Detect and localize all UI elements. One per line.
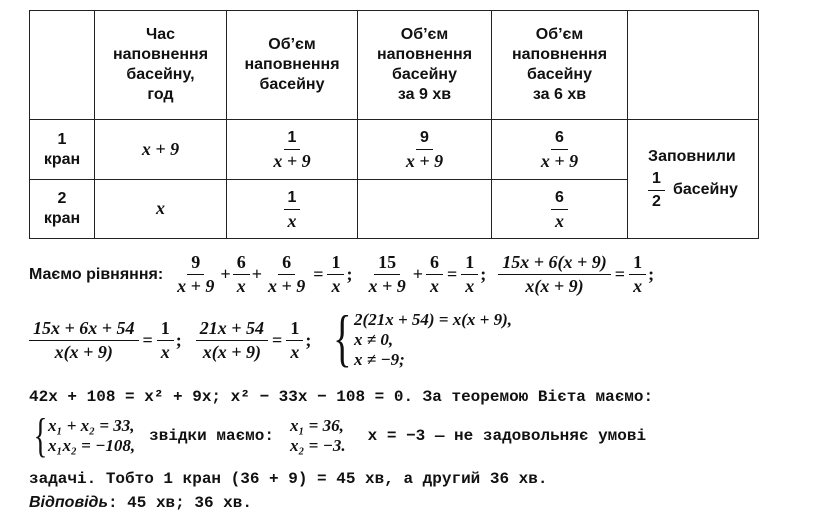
- fraction-numerator: 1: [327, 252, 344, 275]
- equation-system: [327, 302, 512, 373]
- fraction-numerator: 6: [278, 252, 295, 275]
- fraction-denominator: x: [290, 341, 300, 362]
- fraction-numerator: 6: [426, 252, 443, 275]
- roots: [290, 416, 346, 456]
- eq3-term-a: [498, 252, 611, 297]
- volume-6min-fraction: [537, 128, 582, 171]
- volume-9min-cell-empty: [358, 180, 492, 239]
- equation-line-1: [29, 252, 654, 297]
- volume-9min-fraction: [402, 128, 447, 171]
- system-row: x₁ + x₂ = 33,: [48, 416, 135, 435]
- note-line1: Заповнили: [648, 147, 736, 165]
- eq1-term-c: [264, 252, 309, 297]
- fraction-denominator: x + 9: [273, 151, 311, 171]
- plus-sign: +: [412, 264, 424, 284]
- header-text: басейну: [392, 66, 457, 83]
- eq2-term-b: [426, 252, 443, 297]
- equation-3: [498, 252, 654, 297]
- eq1-result: [327, 252, 344, 297]
- vieta-line: [29, 409, 647, 462]
- system-row: x ≠ −9;: [354, 350, 405, 369]
- system-rows: [354, 310, 512, 370]
- eq1-term-a: [173, 252, 218, 297]
- answer-value: : 45 хв; 36 хв.: [107, 494, 252, 512]
- data-table: [29, 10, 759, 239]
- time-cell: [95, 180, 227, 239]
- note: [628, 147, 758, 212]
- fraction-numerator: 15x + 6x + 54: [29, 318, 139, 341]
- time-value: x + 9: [141, 138, 180, 159]
- plus-sign: +: [251, 264, 262, 284]
- fraction-numerator: 1: [629, 252, 646, 275]
- answer-line: [29, 494, 252, 512]
- fraction-denominator: x: [287, 210, 297, 231]
- fraction-numerator: 21x + 54: [196, 318, 268, 341]
- eq5-term-a: [196, 318, 268, 363]
- table-row: [30, 120, 759, 180]
- eq1-term-b: [233, 252, 250, 297]
- row-label-cell: [30, 180, 95, 239]
- fraction-denominator: x: [430, 276, 440, 296]
- header-text: наповнення: [112, 46, 209, 63]
- header-cell-time: [95, 11, 227, 120]
- header-text: наповнення: [511, 46, 608, 63]
- time-value: x: [156, 198, 165, 218]
- eq4-result: [157, 318, 174, 363]
- header-cell-note: [628, 11, 759, 120]
- fraction-numerator: 15x + 6(x + 9): [498, 252, 611, 275]
- volume-fraction: [284, 188, 301, 231]
- volume-6min-cell: [492, 120, 628, 180]
- eq3-result: [629, 252, 646, 297]
- equation-4: [29, 318, 196, 363]
- fraction-denominator: x(x + 9): [54, 341, 113, 362]
- fraction-numerator: 15: [374, 252, 400, 275]
- fraction-denominator: x + 9: [267, 276, 306, 296]
- left-brace: {: [33, 409, 48, 462]
- volume-cell: [227, 180, 358, 239]
- system-row: 2(21x + 54) = x(x + 9),: [354, 310, 512, 329]
- header-cell-volume: [227, 11, 358, 120]
- header-text: Час: [145, 26, 176, 43]
- semicolon: ;: [346, 264, 353, 284]
- semicolon: ;: [480, 264, 487, 284]
- fraction-numerator: 1: [284, 128, 301, 150]
- volume-9min-cell: [358, 120, 492, 180]
- row-label-text: кран: [43, 210, 81, 227]
- header-text: басейну,: [126, 66, 195, 83]
- row-label-number: 2: [57, 190, 67, 207]
- fraction-numerator: 1: [157, 318, 174, 341]
- equation-line-2: [29, 302, 512, 373]
- fraction-denominator: x: [331, 276, 341, 296]
- system-rows: [48, 414, 135, 458]
- header-text: Об’єм: [268, 36, 316, 53]
- fraction-numerator: 1: [286, 318, 303, 341]
- fraction-numerator: 1: [284, 188, 301, 210]
- time-cell: [95, 120, 227, 180]
- fraction-numerator: 6: [551, 188, 568, 210]
- semicolon: ;: [305, 329, 312, 350]
- fraction-numerator: 6: [233, 252, 250, 275]
- header-cell-empty: [30, 11, 95, 120]
- whence-text: звідки маємо:: [149, 427, 274, 445]
- root-row: x₁ = 36,: [289, 416, 344, 435]
- fraction-denominator: x + 9: [405, 151, 444, 171]
- equals-sign: =: [142, 329, 153, 350]
- fraction-denominator: 2: [652, 192, 661, 210]
- quadratic-line: [29, 388, 653, 406]
- equals-sign: =: [447, 264, 458, 284]
- fraction-denominator: x + 9: [368, 276, 406, 296]
- plus-sign: +: [220, 264, 231, 284]
- reject-text: x = −3 — не задовольняє умові: [367, 427, 647, 445]
- equals-sign: =: [272, 329, 283, 350]
- fraction-numerator: 9: [416, 128, 433, 150]
- header-text: басейну: [527, 66, 592, 83]
- equation-1: [173, 252, 364, 297]
- header-text: Об’єм: [535, 26, 584, 43]
- equation-intro: Маємо рівняння:: [29, 265, 164, 283]
- semicolon: ;: [648, 264, 655, 284]
- volume-cell: [227, 120, 358, 180]
- header-text: наповнення: [244, 56, 340, 73]
- header-text: наповнення: [376, 46, 473, 63]
- volume-6min-cell: [492, 180, 628, 239]
- note-line2-wrap: [648, 169, 738, 212]
- root-row: x₂ = −3.: [289, 436, 346, 455]
- header-text: басейну: [259, 76, 325, 93]
- equation-5: [196, 318, 322, 363]
- fraction-denominator: x: [555, 210, 564, 231]
- header-text: за 9 хв: [397, 86, 452, 103]
- fraction-denominator: x: [465, 276, 475, 296]
- fraction-denominator: x(x + 9): [202, 341, 262, 362]
- fraction-numerator: 1: [648, 169, 665, 191]
- conclusion-line: [29, 470, 547, 488]
- fraction-denominator: x: [160, 341, 170, 362]
- header-text: за 6 хв: [532, 86, 587, 103]
- equals-sign: =: [614, 264, 626, 284]
- eq4-term-a: [29, 318, 139, 363]
- left-brace: {: [333, 302, 352, 373]
- table-header-row: [30, 11, 759, 120]
- note-wrap: [648, 147, 738, 212]
- eq2-result: [461, 252, 478, 297]
- eq2-term-a: [364, 252, 409, 297]
- eq5-result: [286, 318, 303, 363]
- quadratic-text: 42x + 108 = x² + 9x; x² − 33x − 108 = 0. За теоремою Вієта маємо:: [29, 388, 654, 406]
- fraction-denominator: x: [236, 276, 246, 296]
- note-fraction: [648, 169, 665, 212]
- header-text: Об’єм: [400, 26, 449, 43]
- fraction-numerator: 1: [461, 252, 478, 275]
- system-row: x₁x₂ = −108,: [48, 436, 136, 455]
- fraction-denominator: x: [633, 276, 643, 296]
- fraction-numerator: 6: [551, 128, 568, 150]
- fraction-numerator: 9: [187, 252, 204, 275]
- answer-label: Відповідь: [29, 494, 108, 511]
- note-line2: басейну: [672, 181, 738, 198]
- row-label-cell: [30, 120, 95, 180]
- equation-2: [364, 252, 498, 297]
- fraction-denominator: x(x + 9): [525, 276, 584, 296]
- row-label-text: кран: [43, 150, 81, 168]
- header-cell-volume-6min: [492, 11, 628, 120]
- volume-6min-fraction: [551, 188, 568, 231]
- vieta-system: [29, 409, 136, 462]
- note-cell: [628, 120, 759, 239]
- conclusion-text: задачі. Тобто 1 кран (36 + 9) = 45 хв, а другий 36 хв.: [29, 470, 548, 488]
- system-row: x ≠ 0,: [354, 330, 394, 349]
- fraction-denominator: x + 9: [540, 151, 579, 171]
- semicolon: ;: [175, 329, 182, 350]
- header-cell-volume-9min: [358, 11, 492, 120]
- equals-sign: =: [313, 264, 324, 284]
- header-text: год: [147, 86, 174, 103]
- row-label-number: 1: [57, 130, 67, 148]
- volume-fraction: [269, 128, 314, 171]
- fraction-denominator: x + 9: [177, 276, 215, 296]
